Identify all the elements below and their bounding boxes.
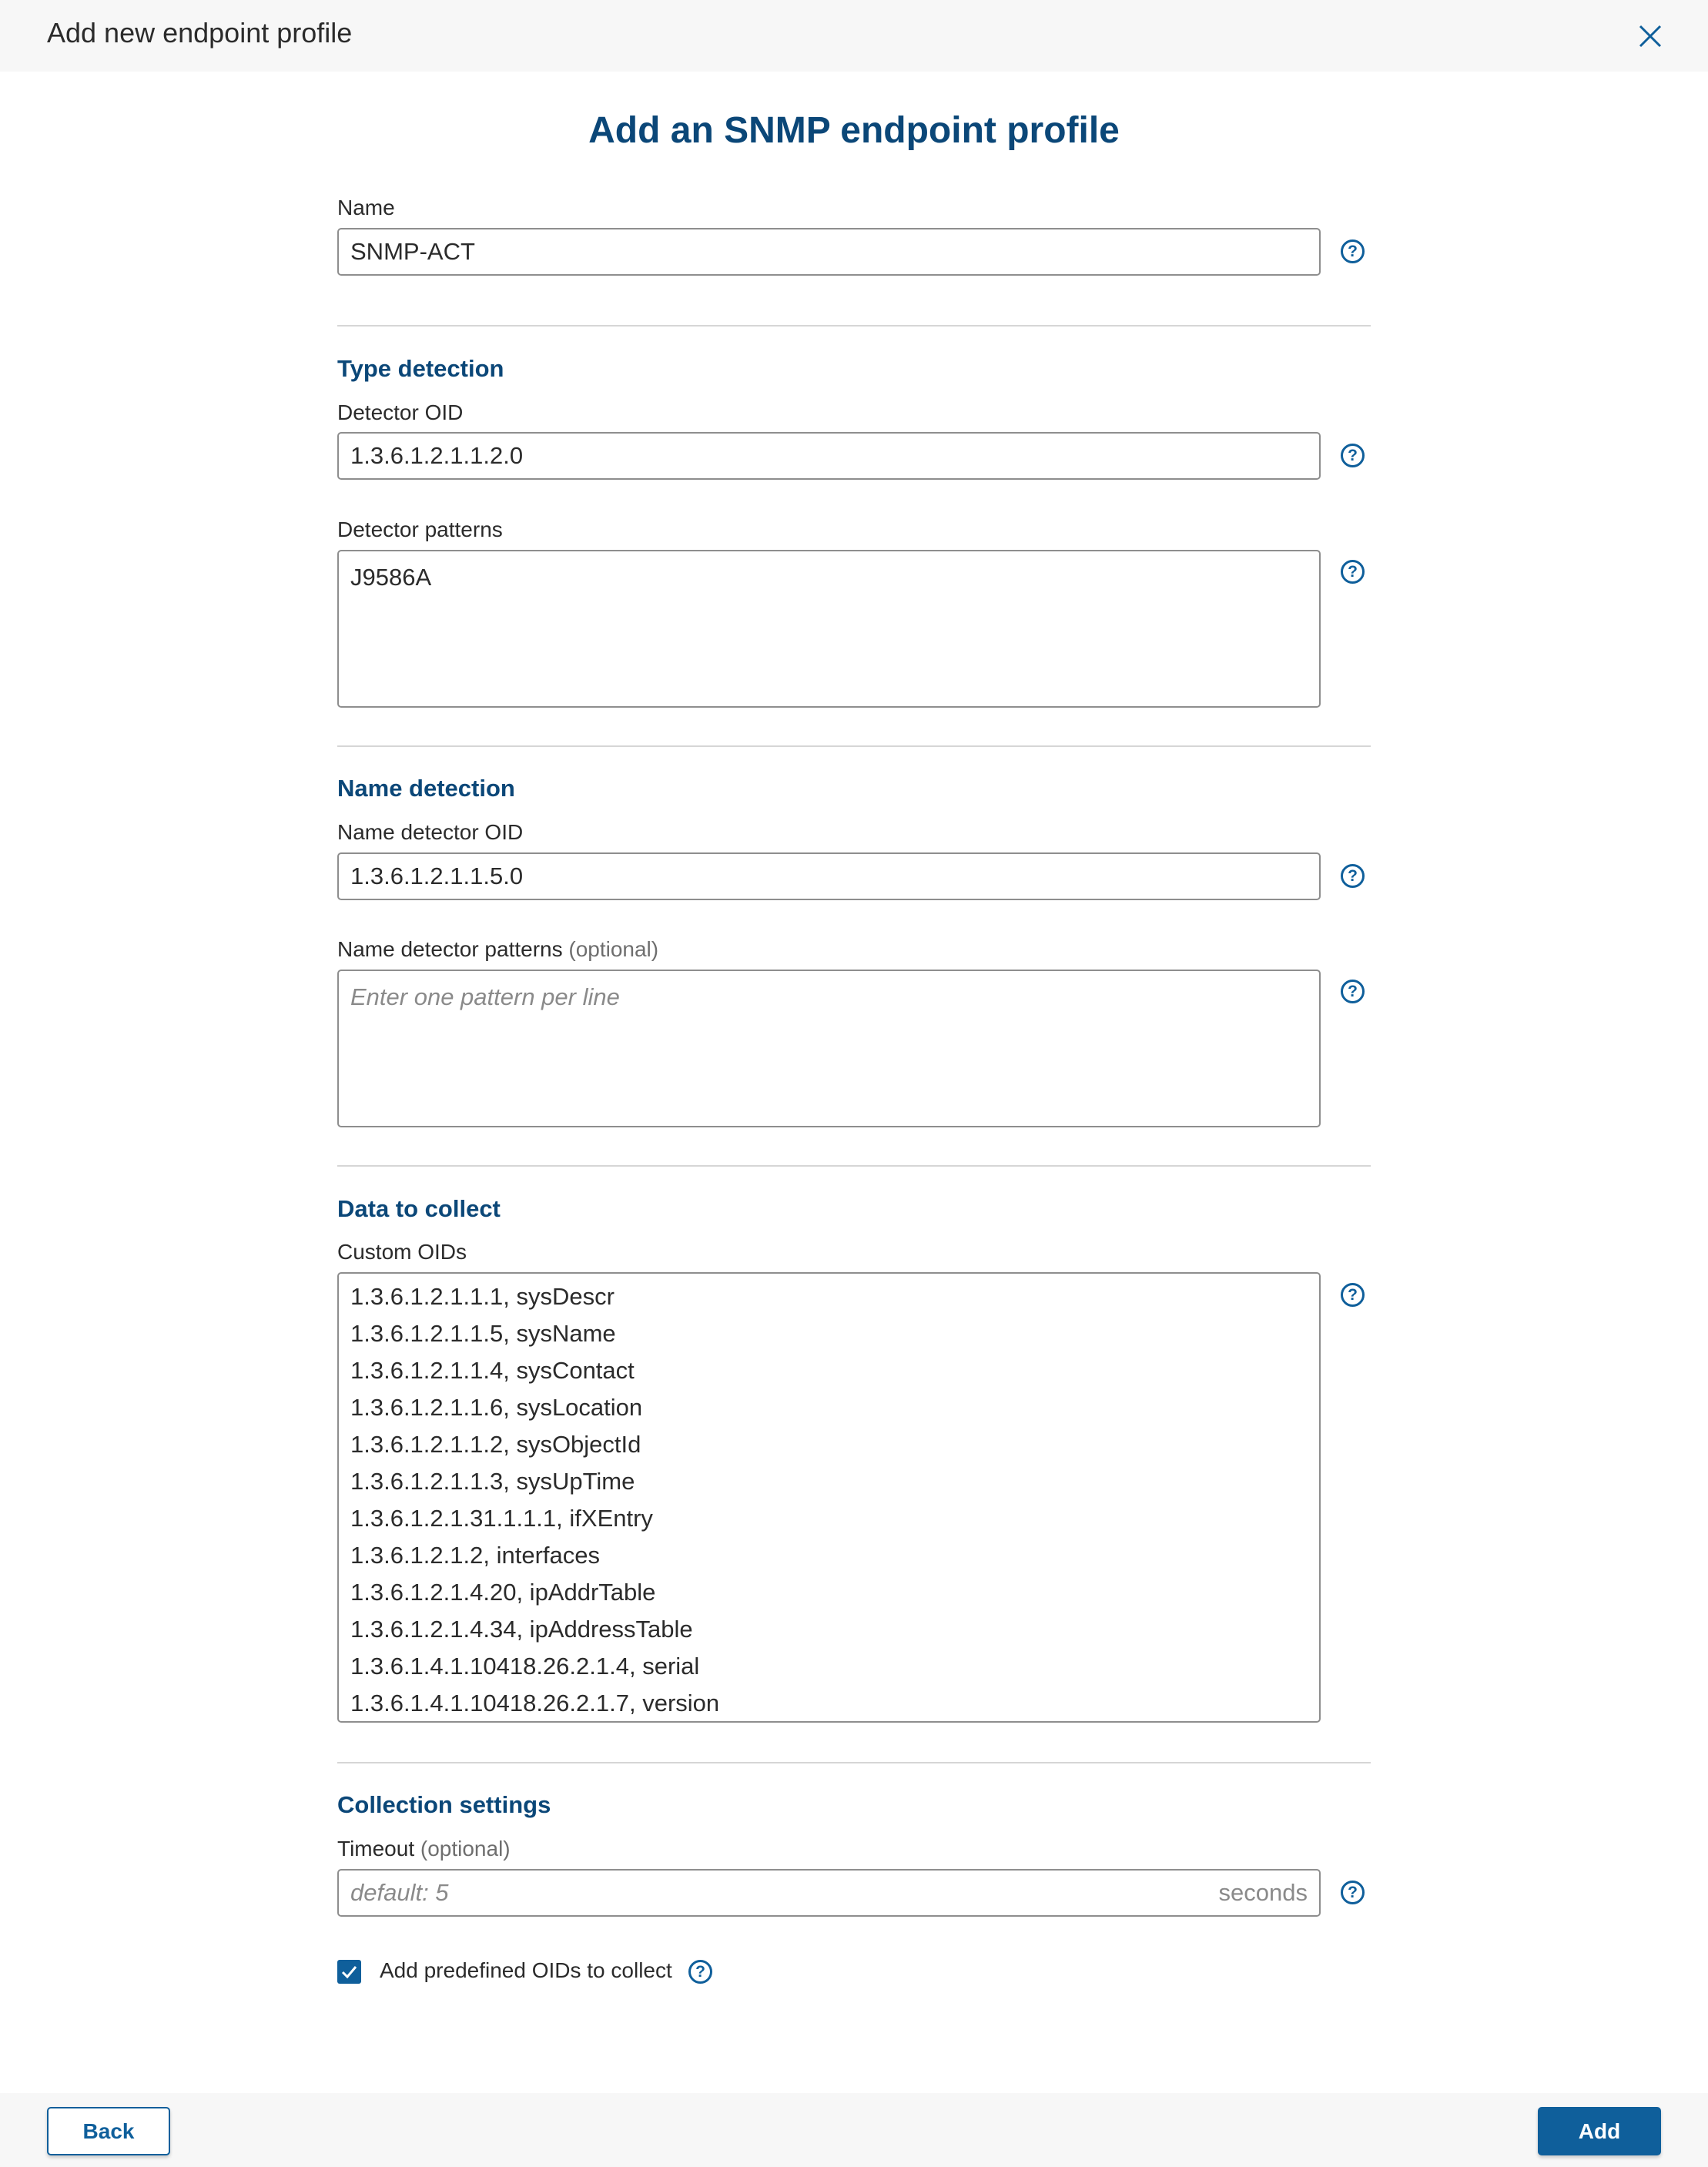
- oid-line: 1.3.6.1.2.1.1.2, sysObjectId: [350, 1431, 641, 1458]
- oid-line: 1.3.6.1.2.1.1.1, sysDescr: [350, 1283, 615, 1310]
- divider: [337, 1165, 1371, 1167]
- name-detector-oid-help-icon[interactable]: ?: [1341, 864, 1365, 888]
- oid-line: 1.3.6.1.2.1.1.3, sysUpTime: [350, 1468, 635, 1495]
- oid-line: 1.3.6.1.2.1.31.1.1.1, ifXEntry: [350, 1505, 653, 1532]
- oid-line: 1.3.6.1.2.1.4.34, ipAddressTable: [350, 1616, 693, 1643]
- oid-line: 1.3.6.1.2.1.4.20, ipAddrTable: [350, 1579, 656, 1606]
- name-detector-oid-value: 1.3.6.1.2.1.1.5.0: [350, 862, 524, 889]
- close-button[interactable]: [1636, 22, 1665, 51]
- timeout-placeholder: default: 5: [350, 1879, 449, 1906]
- oid-line: 1.3.6.1.2.1.1.6, sysLocation: [350, 1394, 643, 1421]
- name-detector-patterns-label: [337, 937, 658, 962]
- custom-oids-textarea[interactable]: [337, 1272, 1321, 1723]
- name-detector-patterns-textarea[interactable]: [337, 970, 1321, 1127]
- page-title: Add an SNMP endpoint profile: [588, 110, 1120, 151]
- predefined-oids-help-icon[interactable]: ?: [688, 1960, 712, 1984]
- name-detector-patterns-help-icon[interactable]: ?: [1341, 980, 1365, 1003]
- dialog-title: Add new endpoint profile: [47, 17, 353, 49]
- name-help-icon[interactable]: ?: [1341, 239, 1365, 263]
- timeout-unit-suffix: seconds: [1218, 1879, 1308, 1906]
- detector-patterns-label: Detector patterns: [337, 517, 503, 541]
- timeout-label: [337, 1837, 511, 1861]
- label-text: Timeout: [337, 1837, 415, 1861]
- name-input[interactable]: [337, 228, 1321, 276]
- optional-hint: (optional): [420, 1837, 511, 1861]
- dialog-header: [0, 0, 1708, 72]
- oid-line: 1.3.6.1.2.1.2, interfaces: [350, 1542, 600, 1569]
- back-button[interactable]: Back: [47, 2107, 170, 2155]
- add-button[interactable]: Add: [1538, 2107, 1661, 2155]
- divider: [337, 1762, 1371, 1763]
- timeout-help-icon[interactable]: ?: [1341, 1881, 1365, 1904]
- section-name-detection: Name detection: [337, 775, 515, 802]
- oid-line: 1.3.6.1.4.1.10418.26.2.1.4, serial: [350, 1653, 700, 1680]
- detector-oid-value: 1.3.6.1.2.1.1.2.0: [350, 442, 524, 469]
- name-detector-oid-label: Name detector OID: [337, 820, 524, 844]
- detector-patterns-textarea[interactable]: [337, 550, 1321, 708]
- custom-oids-help-icon[interactable]: ?: [1341, 1283, 1365, 1307]
- timeout-input[interactable]: [337, 1869, 1321, 1917]
- divider: [337, 325, 1371, 327]
- close-icon: [1636, 22, 1665, 51]
- oid-line: 1.3.6.1.2.1.1.4, sysContact: [350, 1357, 635, 1384]
- divider: [337, 745, 1371, 747]
- detector-oid-input[interactable]: [337, 432, 1321, 480]
- section-collection-settings: Collection settings: [337, 1791, 551, 1818]
- name-value: SNMP-ACT: [350, 238, 475, 265]
- name-label: Name: [337, 196, 395, 219]
- detector-oid-label: Detector OID: [337, 400, 464, 424]
- label-text: Name detector patterns: [337, 937, 563, 961]
- predefined-oids-label: Add predefined OIDs to collect: [380, 1958, 672, 1982]
- oid-line: 1.3.6.1.2.1.1.5, sysName: [350, 1320, 616, 1347]
- predefined-oids-checkbox[interactable]: [337, 1960, 361, 1984]
- name-detector-patterns-placeholder: Enter one pattern per line: [350, 983, 620, 1010]
- section-data-to-collect: Data to collect: [337, 1195, 501, 1222]
- section-type-detection: Type detection: [337, 355, 504, 382]
- dialog-footer: [0, 2093, 1708, 2167]
- optional-hint: (optional): [568, 937, 659, 961]
- custom-oids-label: Custom OIDs: [337, 1240, 467, 1264]
- checkmark-icon: [337, 1960, 361, 1984]
- detector-oid-help-icon[interactable]: ?: [1341, 444, 1365, 467]
- detector-patterns-help-icon[interactable]: ?: [1341, 560, 1365, 584]
- detector-patterns-value: J9586A: [350, 564, 432, 591]
- name-detector-oid-input[interactable]: [337, 852, 1321, 900]
- oid-line: 1.3.6.1.4.1.10418.26.2.1.7, version: [350, 1690, 720, 1717]
